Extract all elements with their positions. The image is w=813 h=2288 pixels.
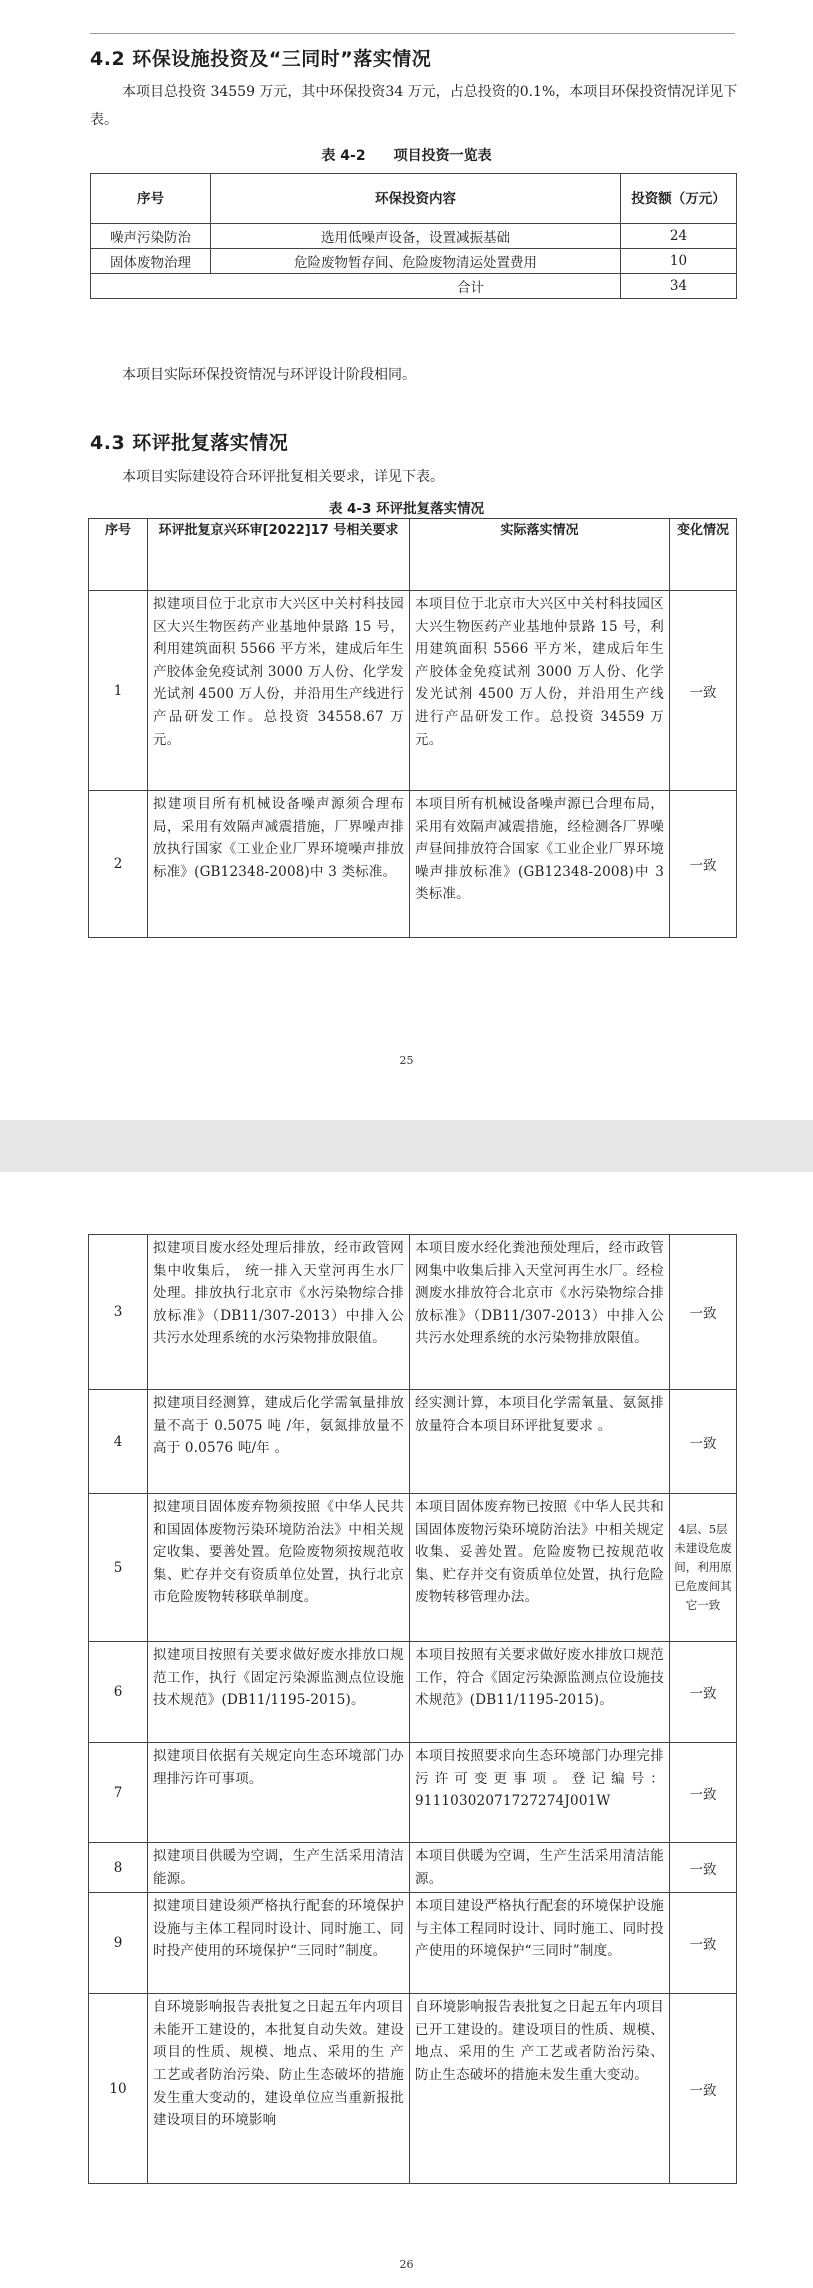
actual-cell: 本项目按照有关要求做好废水排放口规范工作，符合《固定污染源监测点位设施技术规范》(DB11/1195-2015)。 — [410, 1642, 670, 1743]
header-rule — [90, 33, 735, 34]
actual-cell: 本项目供暖为空调，生产生活采用清洁能源。 — [410, 1843, 670, 1893]
actual-cell: 本项目固体废弃物已按照《中华人民共和国固体废物污染环境防治法》中相关规定收集、妥善处置。危险废物已按规范收集、贮存并交有资质单位处置，执行危险废物转移管理办法。 — [410, 1494, 670, 1642]
total-label: 合计 — [91, 274, 621, 299]
section-4-3-title: 4.3 环评批复落实情况 — [90, 432, 289, 454]
change-cell: 一致 — [670, 591, 737, 791]
requirement-cell: 拟建项目废水经处理后排放，经市政管网集中收集后， 统一排入天堂河再生水厂处理。排放执行北京市《水污染物综合排放标准》（DB11/307-2013）中排入公共污水处理系统的水污染物排放限值。 — [148, 1235, 410, 1390]
section-4-2-title: 4.2 环保设施投资及“三同时”落实情况 — [90, 48, 432, 70]
document-page-26 — [0, 1172, 813, 2288]
total-value: 34 — [621, 274, 737, 299]
requirement-cell: 拟建项目固体废弃物须按照《中华人民共和国固体废物污染环境防治法》中相关规定收集、要善处置。危险废物须按规范收集、贮存并交有资质单位处置，执行北京市危险废物转移联单制度。 — [148, 1494, 410, 1642]
table-row — [89, 1235, 737, 1390]
table-row — [89, 1843, 737, 1893]
requirement-cell: 拟建项目所有机械设备噪声源须合理布局，采用有效隔声减震措施，厂界噪声排放执行国家《工业企业厂界环境噪声排放标准》(GB12348-2008)中 3 类标准。 — [148, 791, 410, 938]
row-number: 7 — [89, 1743, 148, 1843]
change-cell: 一致 — [670, 1235, 737, 1390]
requirement-cell: 自环境影响报告表批复之日起五年内项目未能开工建设的，本批复自动失效。建设项目的性质、规模、地点、采用的生 产工艺或者防治污染、防止生态破坏的措施发生重大变动的，建设单位应当重新报批建设项目的环境影响 — [148, 1994, 410, 2184]
actual-cell: 自环境影响报告表批复之日起五年内项目已开工建设的。建设项目的性质、规模、地点、采用的生 产工艺或者防治污染、防止生态破坏的措施未发生重大变动。 — [410, 1994, 670, 2184]
change-cell: 一致 — [670, 1642, 737, 1743]
table-row — [89, 1494, 737, 1642]
table-4-2-caption: 表 4-2 项目投资一览表 — [321, 148, 492, 164]
requirement-cell: 拟建项目经测算，建成后化学需氧量排放量不高于 0.5075 吨 /年，氨氮排放量不高于 0.0576 吨/年 。 — [148, 1390, 410, 1494]
page-number: 25 — [399, 1054, 414, 1067]
table-cell: 10 — [621, 249, 737, 274]
row-number: 8 — [89, 1843, 148, 1893]
header-cell-no: 序号 — [91, 174, 211, 224]
header-cell-content: 环保投资内容 — [211, 174, 621, 224]
table-cell: 选用低噪声设备，设置减振基础 — [211, 224, 621, 249]
table-header-row — [91, 174, 737, 224]
header-cell-no: 序号 — [89, 519, 148, 591]
row-number: 4 — [89, 1390, 148, 1494]
change-cell: 一致 — [670, 1843, 737, 1893]
page-number: 26 — [399, 2258, 414, 2271]
section-4-2-paragraph: 本项目总投资 34559 万元，其中环保投资34 万元，占总投资的0.1%，本项目环保投资情况详见下表。 — [90, 84, 738, 128]
row-number: 6 — [89, 1642, 148, 1743]
actual-cell: 本项目按照要求向生态环境部门办理完排污许可变更事项。登记编号：91110302071727274J001W — [410, 1743, 670, 1843]
table-row — [89, 1390, 737, 1494]
header-cell-amount: 投资额（万元） — [621, 174, 737, 224]
change-cell: 一致 — [670, 1994, 737, 2184]
table-4-2 — [90, 173, 737, 299]
change-cell: 一致 — [670, 1893, 737, 1994]
table-cell: 固体废物治理 — [91, 249, 211, 274]
table-cell: 24 — [621, 224, 737, 249]
actual-cell: 本项目废水经化粪池预处理后，经市政管网集中收集后排入天堂河再生水厂。经检测废水排放符合北京市《水污染物综合排放标准》（DB11/307-2013）中排入公共污水处理系统的水污染物排放限值。 — [410, 1235, 670, 1390]
table-4-3-part2 — [88, 1234, 737, 2184]
table-total-row — [91, 274, 737, 299]
actual-cell: 经实测计算，本项目化学需氧量、氨氮排放量符合本项目环评批复要求 。 — [410, 1390, 670, 1494]
requirement-cell: 拟建项目建设须严格执行配套的环境保护设施与主体工程同时设计、同时施工、同时投产使用的环境保护“三同时”制度。 — [148, 1893, 410, 1994]
change-cell: 4层、5层未建设危废间，利用原已危废间其它一致 — [670, 1494, 737, 1642]
table-row — [89, 591, 737, 791]
header-cell-requirement: 环评批复京兴环审[2022]17 号相关要求 — [148, 519, 410, 591]
table-4-3-part1 — [88, 518, 737, 938]
change-cell: 一致 — [670, 1743, 737, 1843]
after-table-4-2-paragraph: 本项目实际环保投资情况与环评设计阶段相同。 — [122, 367, 416, 383]
change-cell: 一致 — [670, 1390, 737, 1494]
table-row — [89, 791, 737, 938]
table-cell: 危险废物暂存间、危险废物清运处置费用 — [211, 249, 621, 274]
table-row — [89, 1893, 737, 1994]
header-cell-actual: 实际落实情况 — [410, 519, 670, 591]
row-number: 2 — [89, 791, 148, 938]
row-number: 1 — [89, 591, 148, 791]
table-row — [89, 1994, 737, 2184]
table-row — [91, 224, 737, 249]
actual-cell: 本项目建设严格执行配套的环境保护设施与主体工程同时设计、同时施工、同时投产使用的环境保护“三同时”制度。 — [410, 1893, 670, 1994]
table-row — [89, 1743, 737, 1843]
actual-cell: 本项目所有机械设备噪声源已合理布局，采用有效隔声减震措施，经检测各厂界噪声昼间排放符合国家《工业企业厂界环境噪声排放标准》(GB12348-2008)中 3 类标准。 — [410, 791, 670, 938]
document-page-25 — [0, 0, 813, 1120]
table-header-row — [89, 519, 737, 591]
actual-cell: 本项目位于北京市大兴区中关村科技园区大兴生物医药产业基地仲景路 15 号，利用建筑面积 5566 平方米，建成后年生产胶体金免疫试剂 3000 万人份、化学发光试剂 4500 万人份，并沿用生产线进行产品研发工作。总投资 34559 万元。 — [410, 591, 670, 791]
table-row — [89, 1642, 737, 1743]
table-row — [91, 249, 737, 274]
requirement-cell: 拟建项目位于北京市大兴区中关村科技园区大兴生物医药产业基地仲景路 15 号，利用建筑面积 5566 平方米，建成后年生产胶体金免疫试剂 3000 万人份、化学发光试剂 4500 万人份，并沿用生产线进行产品研发工作。总投资 34558.67 万元。 — [148, 591, 410, 791]
row-number: 3 — [89, 1235, 148, 1390]
table-cell: 噪声污染防治 — [91, 224, 211, 249]
requirement-cell: 拟建项目供暖为空调，生产生活采用清洁能源。 — [148, 1843, 410, 1893]
row-number: 9 — [89, 1893, 148, 1994]
table-4-3-caption: 表 4-3 环评批复落实情况 — [328, 501, 485, 517]
header-cell-change: 变化情况 — [670, 519, 737, 591]
requirement-cell: 拟建项目按照有关要求做好废水排放口规范工作，执行《固定污染源监测点位设施技术规范》(DB11/1195-2015)。 — [148, 1642, 410, 1743]
row-number: 5 — [89, 1494, 148, 1642]
requirement-cell: 拟建项目依据有关规定向生态环境部门办理排污许可事项。 — [148, 1743, 410, 1843]
change-cell: 一致 — [670, 791, 737, 938]
row-number: 10 — [89, 1994, 148, 2184]
section-4-3-paragraph: 本项目实际建设符合环评批复相关要求，详见下表。 — [122, 469, 444, 485]
